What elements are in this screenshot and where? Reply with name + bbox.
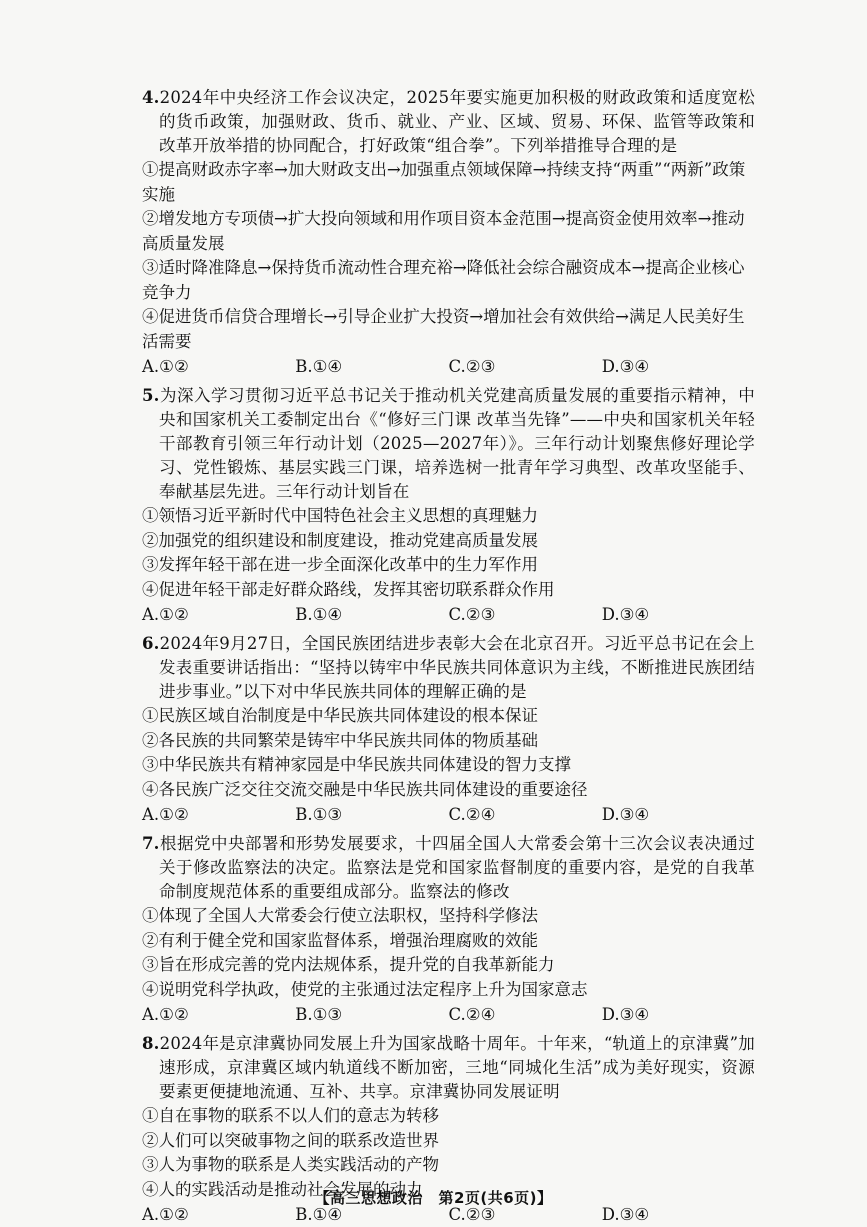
choice-b: B.①④ bbox=[295, 357, 343, 376]
option-4: ④说明党科学执政，使党的主张通过法定程序上升为国家意志 bbox=[142, 979, 588, 999]
option-list bbox=[142, 504, 755, 602]
option-3: ③旨在形成完善的党内法规体系，提升党的自我革新能力 bbox=[142, 955, 555, 974]
question-6 bbox=[142, 632, 755, 827]
option-list bbox=[142, 904, 755, 1002]
answer-choices bbox=[142, 355, 755, 379]
choice-a: A.①② bbox=[142, 1205, 189, 1224]
question-stem bbox=[142, 384, 755, 504]
page-footer: 【高三思想政治 第2页(共6页)】 bbox=[314, 1189, 553, 1207]
question-text: 根据党中央部署和形势发展要求，十四届全国人大常委会第十三次会议表决通过关于修改监察法的决定。监察法是党和国家监督制度的重要内容，是党的自我革命制度规范体系的重要组成部分。监察法的修改 bbox=[159, 834, 755, 901]
question-number: 6. bbox=[142, 634, 160, 653]
answer-choices bbox=[142, 1003, 755, 1027]
choice-c: C.②④ bbox=[448, 805, 496, 824]
option-2: ②增发地方专项债→扩大投向领域和用作项目资本金范围→提高资金使用效率→推动高质量发展 bbox=[142, 209, 745, 253]
choice-d: D.③④ bbox=[601, 805, 650, 824]
choice-d: D.③④ bbox=[601, 1205, 650, 1224]
choice-a: A.①② bbox=[142, 357, 189, 376]
question-stem bbox=[142, 86, 755, 158]
choice-d: D.③④ bbox=[601, 1005, 650, 1024]
choice-c: C.②③ bbox=[448, 605, 496, 624]
option-1: ①民族区域自治制度是中华民族共同体建设的根本保证 bbox=[142, 706, 538, 725]
question-4 bbox=[142, 86, 755, 379]
question-text: 2024年9月27日，全国民族团结进步表彰大会在北京召开。习近平总书记在会上发表重要讲话指出：“坚持以铸牢中华民族共同体意识为主线，不断推进民族团结进步事业。”以下对中华民族共同体的理解正确的是 bbox=[159, 634, 755, 701]
choice-b: B.①③ bbox=[295, 1005, 343, 1024]
option-2: ②加强党的组织建设和制度建设，推动党建高质量发展 bbox=[142, 530, 538, 550]
choice-b: B.①④ bbox=[295, 1205, 343, 1224]
option-2: ②各民族的共同繁荣是铸牢中华民族共同体的物质基础 bbox=[142, 730, 538, 750]
option-1: ①提高财政赤字率→加大财政支出→加强重点领域保障→持续支持“两重”“两新”政策实施 bbox=[142, 160, 746, 204]
option-3: ③人为事物的联系是人类实践活动的产物 bbox=[142, 1155, 439, 1174]
question-stem bbox=[142, 632, 755, 704]
question-stem bbox=[142, 1032, 755, 1104]
option-list bbox=[142, 704, 755, 802]
choice-c: C.②④ bbox=[448, 1005, 496, 1024]
answer-choices bbox=[142, 803, 755, 827]
choice-d: D.③④ bbox=[601, 605, 650, 624]
option-2: ②有利于健全党和国家监督体系，增强治理腐败的效能 bbox=[142, 930, 538, 950]
option-1: ①领悟习近平新时代中国特色社会主义思想的真理魅力 bbox=[142, 506, 538, 525]
option-4: ④各民族广泛交往交流交融是中华民族共同体建设的重要途径 bbox=[142, 779, 588, 799]
option-2: ②人们可以突破事物之间的联系改造世界 bbox=[142, 1130, 439, 1150]
question-5 bbox=[142, 384, 755, 627]
choice-a: A.①② bbox=[142, 605, 189, 624]
option-3: ③中华民族共有精神家园是中华民族共同体建设的智力支撑 bbox=[142, 755, 571, 774]
question-number: 4. bbox=[142, 88, 160, 107]
option-list bbox=[142, 158, 755, 354]
question-text: 2024年是京津冀协同发展上升为国家战略十周年。十年来，“轨道上的京津冀”加速形成，京津冀区域内轨道线不断加密，三地“同城化生活”成为美好现实，资源要素更便捷地流通、互补、共享。京津冀协同发展证明 bbox=[159, 1034, 755, 1101]
choice-b: B.①④ bbox=[295, 605, 343, 624]
question-number: 5. bbox=[142, 386, 160, 405]
question-stem bbox=[142, 832, 755, 904]
choice-a: A.①② bbox=[142, 805, 189, 824]
option-4: ④人的实践活动是推动社会发展的动力 bbox=[142, 1179, 423, 1199]
question-7 bbox=[142, 832, 755, 1027]
choice-d: D.③④ bbox=[601, 357, 650, 376]
choice-c: C.②③ bbox=[448, 1205, 496, 1224]
option-1: ①体现了全国人大常委会行使立法职权，坚持科学修法 bbox=[142, 906, 538, 925]
option-1: ①自在事物的联系不以人们的意志为转移 bbox=[142, 1106, 439, 1125]
option-4: ④促进货币信贷合理增长→引导企业扩大投资→增加社会有效供给→满足人民美好生活需要 bbox=[142, 307, 745, 351]
answer-choices bbox=[142, 603, 755, 627]
question-text: 2024年中央经济工作会议决定，2025年要实施更加积极的财政政策和适度宽松的货币政策，加强财政、货币、就业、产业、区域、贸易、环保、监管等政策和改革开放举措的协同配合，打好政策“组合拳”。下列举措推导合理的是 bbox=[159, 88, 755, 155]
option-3: ③适时降准降息→保持货币流动性合理充裕→降低社会综合融资成本→提高企业核心竞争力 bbox=[142, 258, 745, 302]
question-number: 8. bbox=[142, 1034, 160, 1053]
question-number: 7. bbox=[142, 834, 160, 853]
choice-b: B.①③ bbox=[295, 805, 343, 824]
question-text: 为深入学习贯彻习近平总书记关于推动机关党建高质量发展的重要指示精神，中央和国家机关工委制定出台《“修好三门课 改革当先锋”——中央和国家机关年轻干部教育引领三年行动计划（2025—2027年）》。三年行动计划聚焦修好理论学习、党性锻炼、基层实践三门课，培养选树一批青年学习典型、改革攻坚能手、奉献基层先进。三年行动计划旨在 bbox=[159, 386, 755, 501]
choice-c: C.②③ bbox=[448, 357, 496, 376]
option-4: ④促进年轻干部走好群众路线，发挥其密切联系群众作用 bbox=[142, 579, 555, 599]
option-3: ③发挥年轻干部在进一步全面深化改革中的生力军作用 bbox=[142, 555, 538, 574]
choice-a: A.①② bbox=[142, 1005, 189, 1024]
